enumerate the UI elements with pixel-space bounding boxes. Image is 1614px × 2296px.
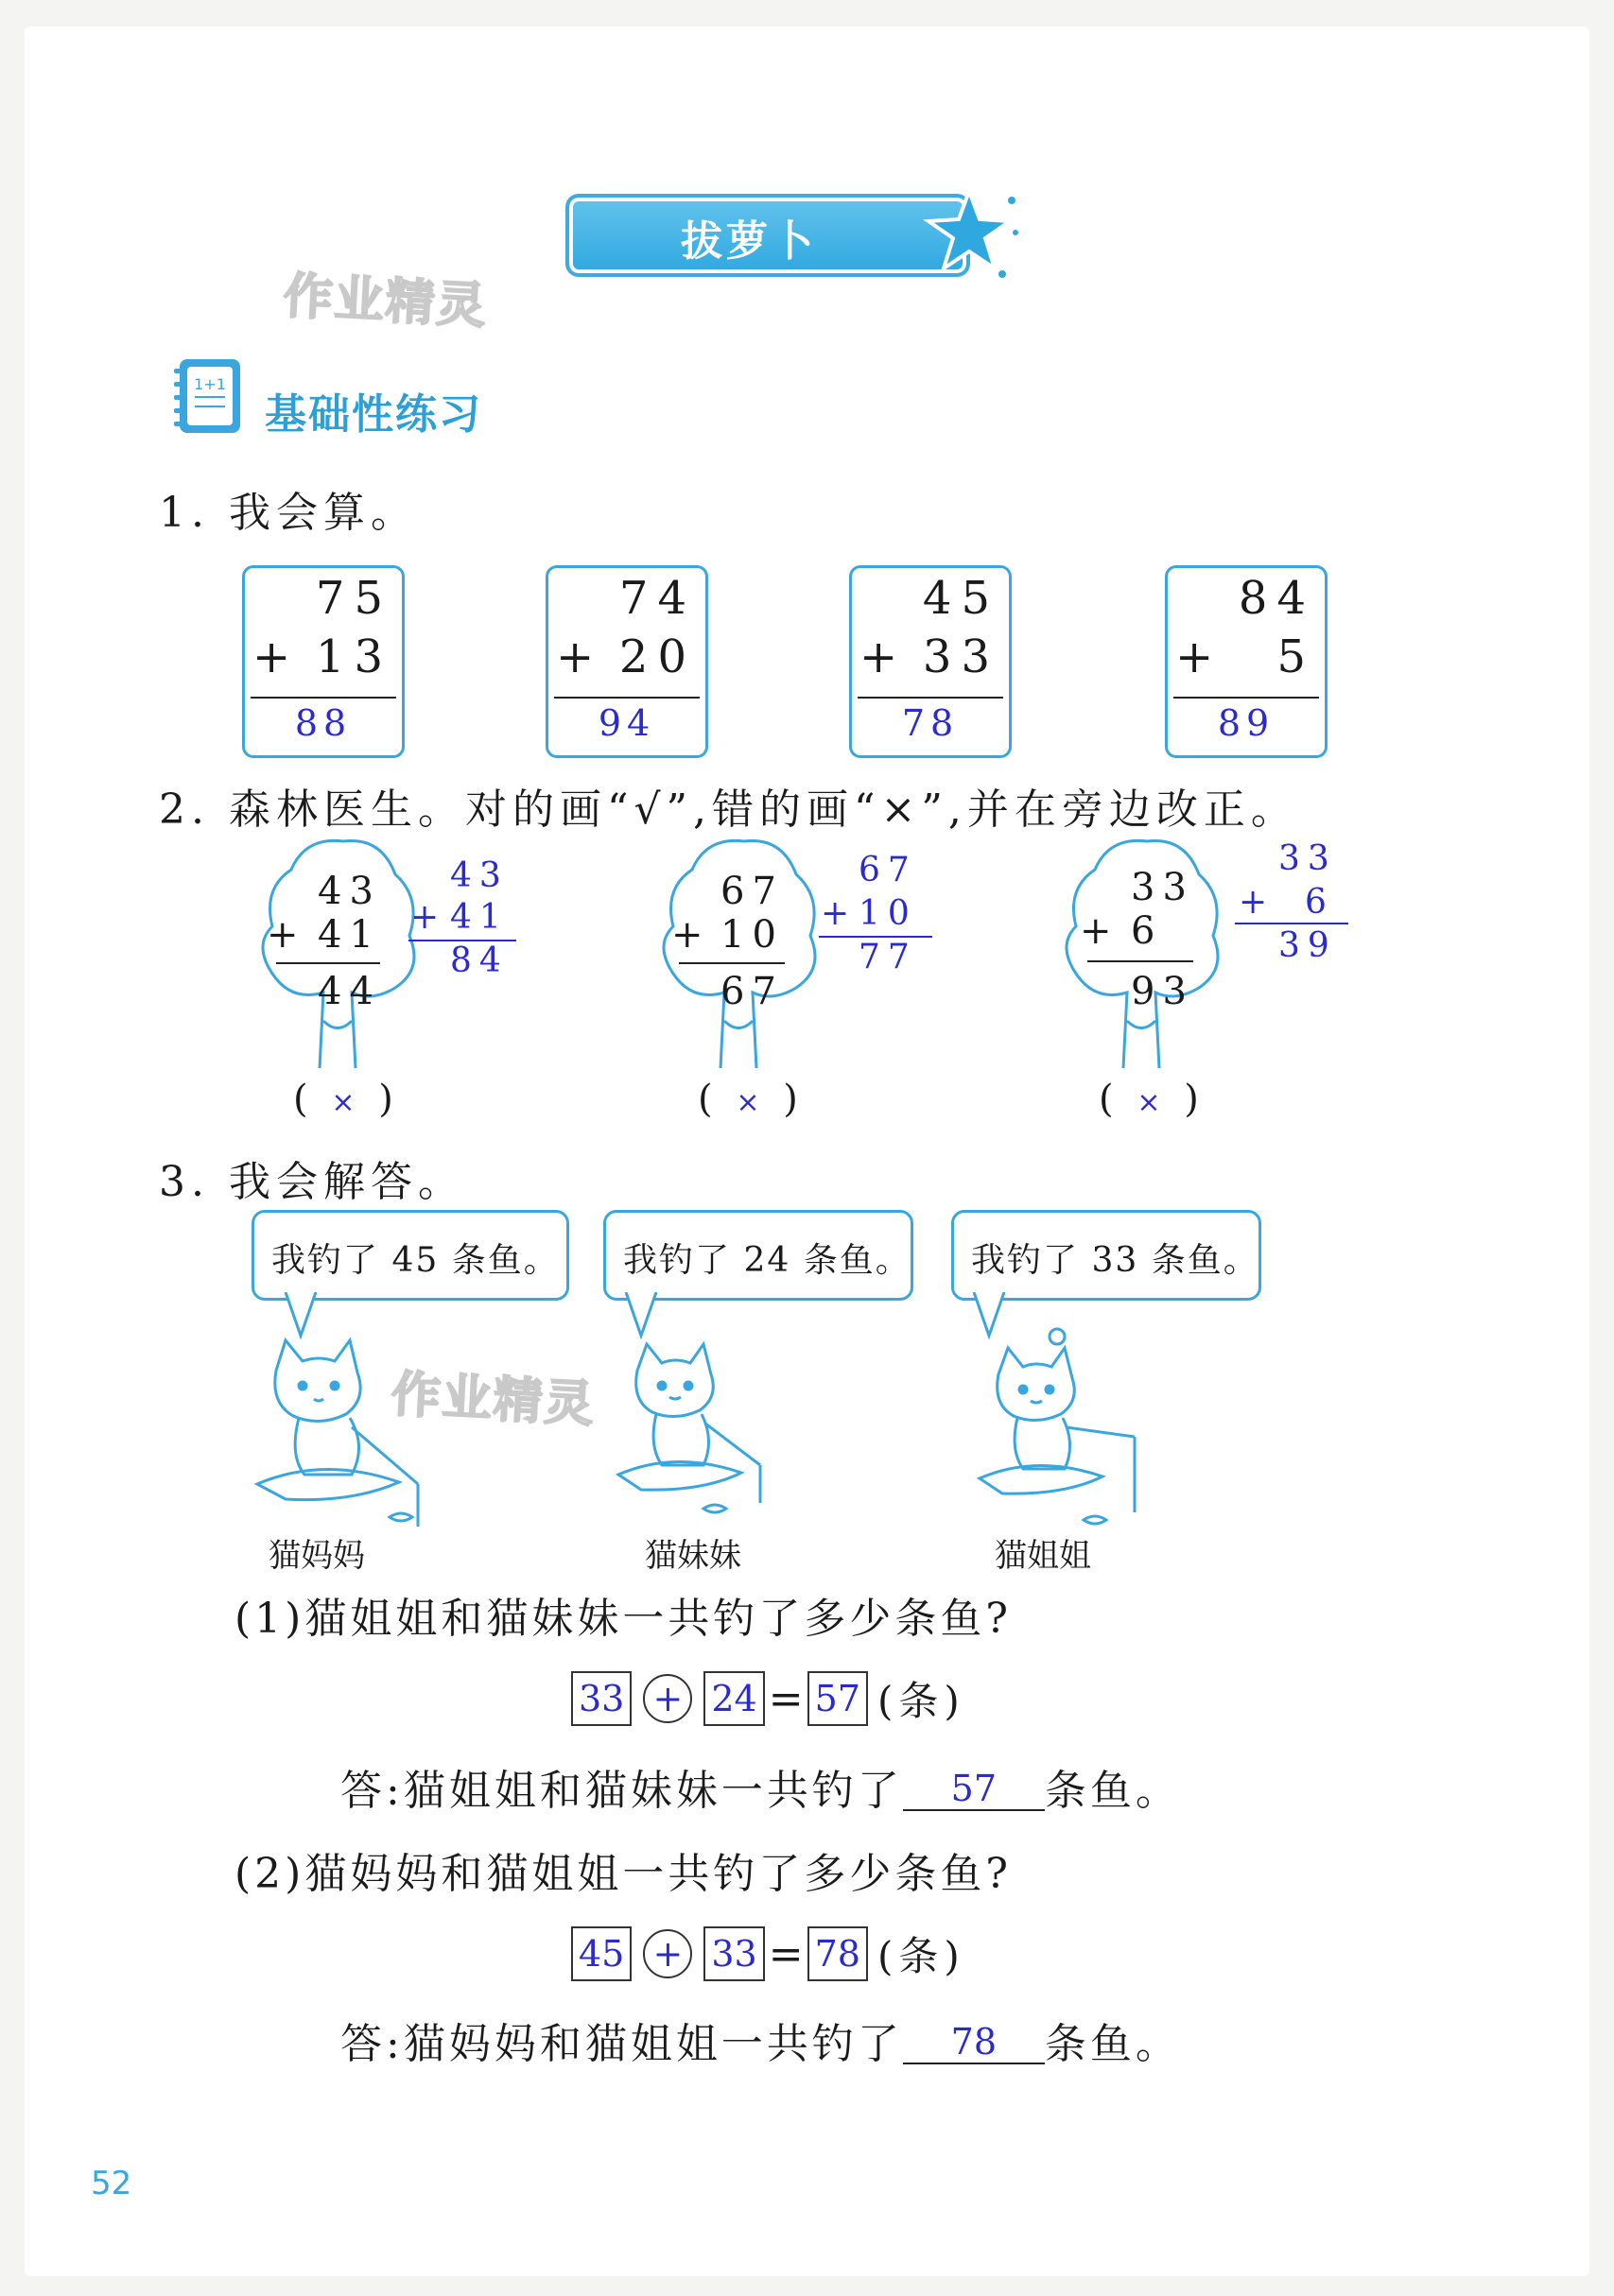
- equation-operator: +: [643, 1674, 692, 1723]
- tree-addend-top: 67: [720, 870, 784, 913]
- addend-bottom: 33: [922, 630, 999, 683]
- sum-line: [554, 697, 700, 699]
- equation-operator: +: [643, 1929, 692, 1978]
- equation-operand: 33: [571, 1671, 632, 1726]
- addend-bottom: 13: [315, 630, 392, 683]
- tree-addend-top: 33: [1131, 866, 1194, 909]
- tree-sum-line: [276, 962, 380, 964]
- addition-problem: [546, 565, 708, 758]
- cat-name-mother: 猫妈妈: [269, 1537, 365, 1575]
- tree-plus-sign: +: [1080, 909, 1119, 953]
- bubble-text: 我钓了 45 条鱼。: [271, 1241, 560, 1280]
- question-2-title: 2. 森林医生。对的画“√”,错的画“×”,并在旁边改正。: [159, 785, 1298, 834]
- answer-prefix: 答:猫妈妈和猫姐姐一共钓了: [340, 2020, 903, 2068]
- correction-bottom: 10: [859, 894, 917, 933]
- cat-fishing-icon: [599, 1323, 789, 1541]
- judgement: [293, 1078, 399, 1121]
- wrong-mark: ×: [736, 1086, 766, 1119]
- speech-bubble: [252, 1210, 569, 1301]
- title-banner: [565, 194, 970, 277]
- correction-plus: +: [821, 894, 858, 933]
- plus-sign: +: [252, 630, 291, 683]
- paren-open: (: [293, 1078, 314, 1121]
- answer-suffix: 条鱼。: [1044, 1767, 1181, 1815]
- addend-bottom: 20: [618, 630, 696, 683]
- equation-unit: (条): [876, 1678, 965, 1724]
- tree-plus-sign: +: [267, 913, 306, 957]
- answer-value: 89: [1217, 702, 1276, 744]
- wrong-mark: ×: [331, 1086, 361, 1119]
- answer-blank: 78: [903, 2021, 1045, 2064]
- tree-addend-top: 43: [318, 870, 381, 913]
- bubble-text: 我钓了 33 条鱼。: [971, 1241, 1259, 1280]
- notebook-icon: [172, 355, 253, 437]
- cat-name-younger-sister: 猫妹妹: [645, 1537, 741, 1575]
- equation-operand: 24: [703, 1671, 764, 1726]
- equation-2: [571, 1925, 965, 1983]
- plus-sign: +: [556, 630, 595, 683]
- correction-bottom: 6: [1305, 883, 1334, 922]
- answer-blank: 57: [903, 1768, 1045, 1811]
- star-icon: [917, 180, 1021, 284]
- equation-operand: 45: [571, 1926, 632, 1981]
- sub-question-2: (2)猫妈妈和猫姐姐一共钓了多少条鱼?: [234, 1850, 1012, 1898]
- tree-sum-line: [679, 962, 785, 964]
- answer-value: 78: [901, 702, 960, 744]
- bubble-text: 我钓了 24 条鱼。: [623, 1241, 911, 1280]
- correction-plus: +: [1239, 883, 1276, 922]
- question-3-title: 3. 我会解答。: [159, 1158, 465, 1206]
- equation-result: 57: [807, 1671, 868, 1726]
- addend-top: 74: [618, 572, 696, 625]
- equals-sign: =: [768, 1929, 804, 1978]
- cat-name-older-sister: 猫姐姐: [995, 1537, 1091, 1575]
- answer-value: 88: [294, 702, 353, 744]
- paren-close: ): [378, 1078, 399, 1121]
- question-1-title: 1. 我会算。: [159, 489, 418, 537]
- notebook-icon-label: 1+1: [194, 375, 226, 393]
- tree-sum-line: [1087, 960, 1193, 962]
- correction-plus: +: [410, 898, 447, 937]
- correction-result: 39: [1278, 926, 1337, 965]
- judgement: [1099, 1078, 1205, 1121]
- sub-question-1: (1)猫姐姐和猫妹妹一共钓了多少条鱼?: [234, 1595, 1012, 1643]
- equation-result: 78: [807, 1926, 868, 1981]
- addend-top: 84: [1238, 572, 1315, 625]
- watermark: 作业精灵: [390, 1366, 598, 1434]
- answer-line-2: [340, 2010, 1181, 2070]
- tree-plus-sign: +: [671, 913, 711, 957]
- speech-bubble: [951, 1210, 1261, 1301]
- tree-addend-bottom: 41: [318, 913, 381, 957]
- paren-close: ): [783, 1078, 804, 1121]
- correction-result: 84: [450, 941, 509, 980]
- correction-top: 67: [859, 851, 917, 889]
- equation-operand: 33: [703, 1926, 764, 1981]
- cat-fishing-icon: [961, 1323, 1150, 1541]
- addend-bottom: 5: [1276, 630, 1315, 683]
- answer-line-1: [340, 1756, 1181, 1817]
- paren-close: ): [1184, 1078, 1205, 1121]
- addition-problem: [1165, 565, 1328, 758]
- watermark: 作业精灵: [282, 268, 490, 336]
- answer-suffix: 条鱼。: [1044, 2020, 1181, 2068]
- equation-1: [571, 1669, 965, 1728]
- addition-problem: [849, 565, 1012, 758]
- tree-addend-bottom: 10: [720, 913, 784, 957]
- addend-top: 75: [315, 572, 392, 625]
- equation-unit: (条): [876, 1933, 965, 1979]
- sum-line: [251, 697, 396, 699]
- tree-result: 93: [1131, 970, 1194, 1013]
- correction-top: 43: [450, 856, 509, 895]
- correction-top: 33: [1278, 839, 1337, 878]
- correction-bottom: 41: [450, 898, 509, 937]
- speech-bubble: [603, 1210, 913, 1301]
- addition-problem: [242, 565, 405, 758]
- correction-line: [1235, 923, 1348, 924]
- wrong-mark: ×: [1137, 1086, 1167, 1119]
- answer-prefix: 答:猫姐姐和猫妹妹一共钓了: [340, 1767, 903, 1815]
- paren-open: (: [1099, 1078, 1119, 1121]
- section-title: 基础性练习: [265, 390, 482, 439]
- tree-addend-bottom: 6: [1131, 909, 1163, 953]
- sum-line: [858, 697, 1003, 699]
- sum-line: [1173, 697, 1319, 699]
- page-number: 52: [91, 2165, 132, 2202]
- tree-result: 44: [318, 970, 381, 1013]
- plus-sign: +: [859, 630, 898, 683]
- banner-title: 拔萝卜: [681, 217, 817, 266]
- addend-top: 45: [922, 572, 999, 625]
- paren-open: (: [698, 1078, 719, 1121]
- judgement: [698, 1078, 804, 1121]
- plus-sign: +: [1175, 630, 1214, 683]
- correction-result: 77: [859, 938, 917, 976]
- cat-fishing-icon: [248, 1323, 437, 1541]
- equals-sign: =: [768, 1674, 804, 1723]
- tree-result: 67: [720, 970, 784, 1013]
- answer-value: 94: [598, 702, 656, 744]
